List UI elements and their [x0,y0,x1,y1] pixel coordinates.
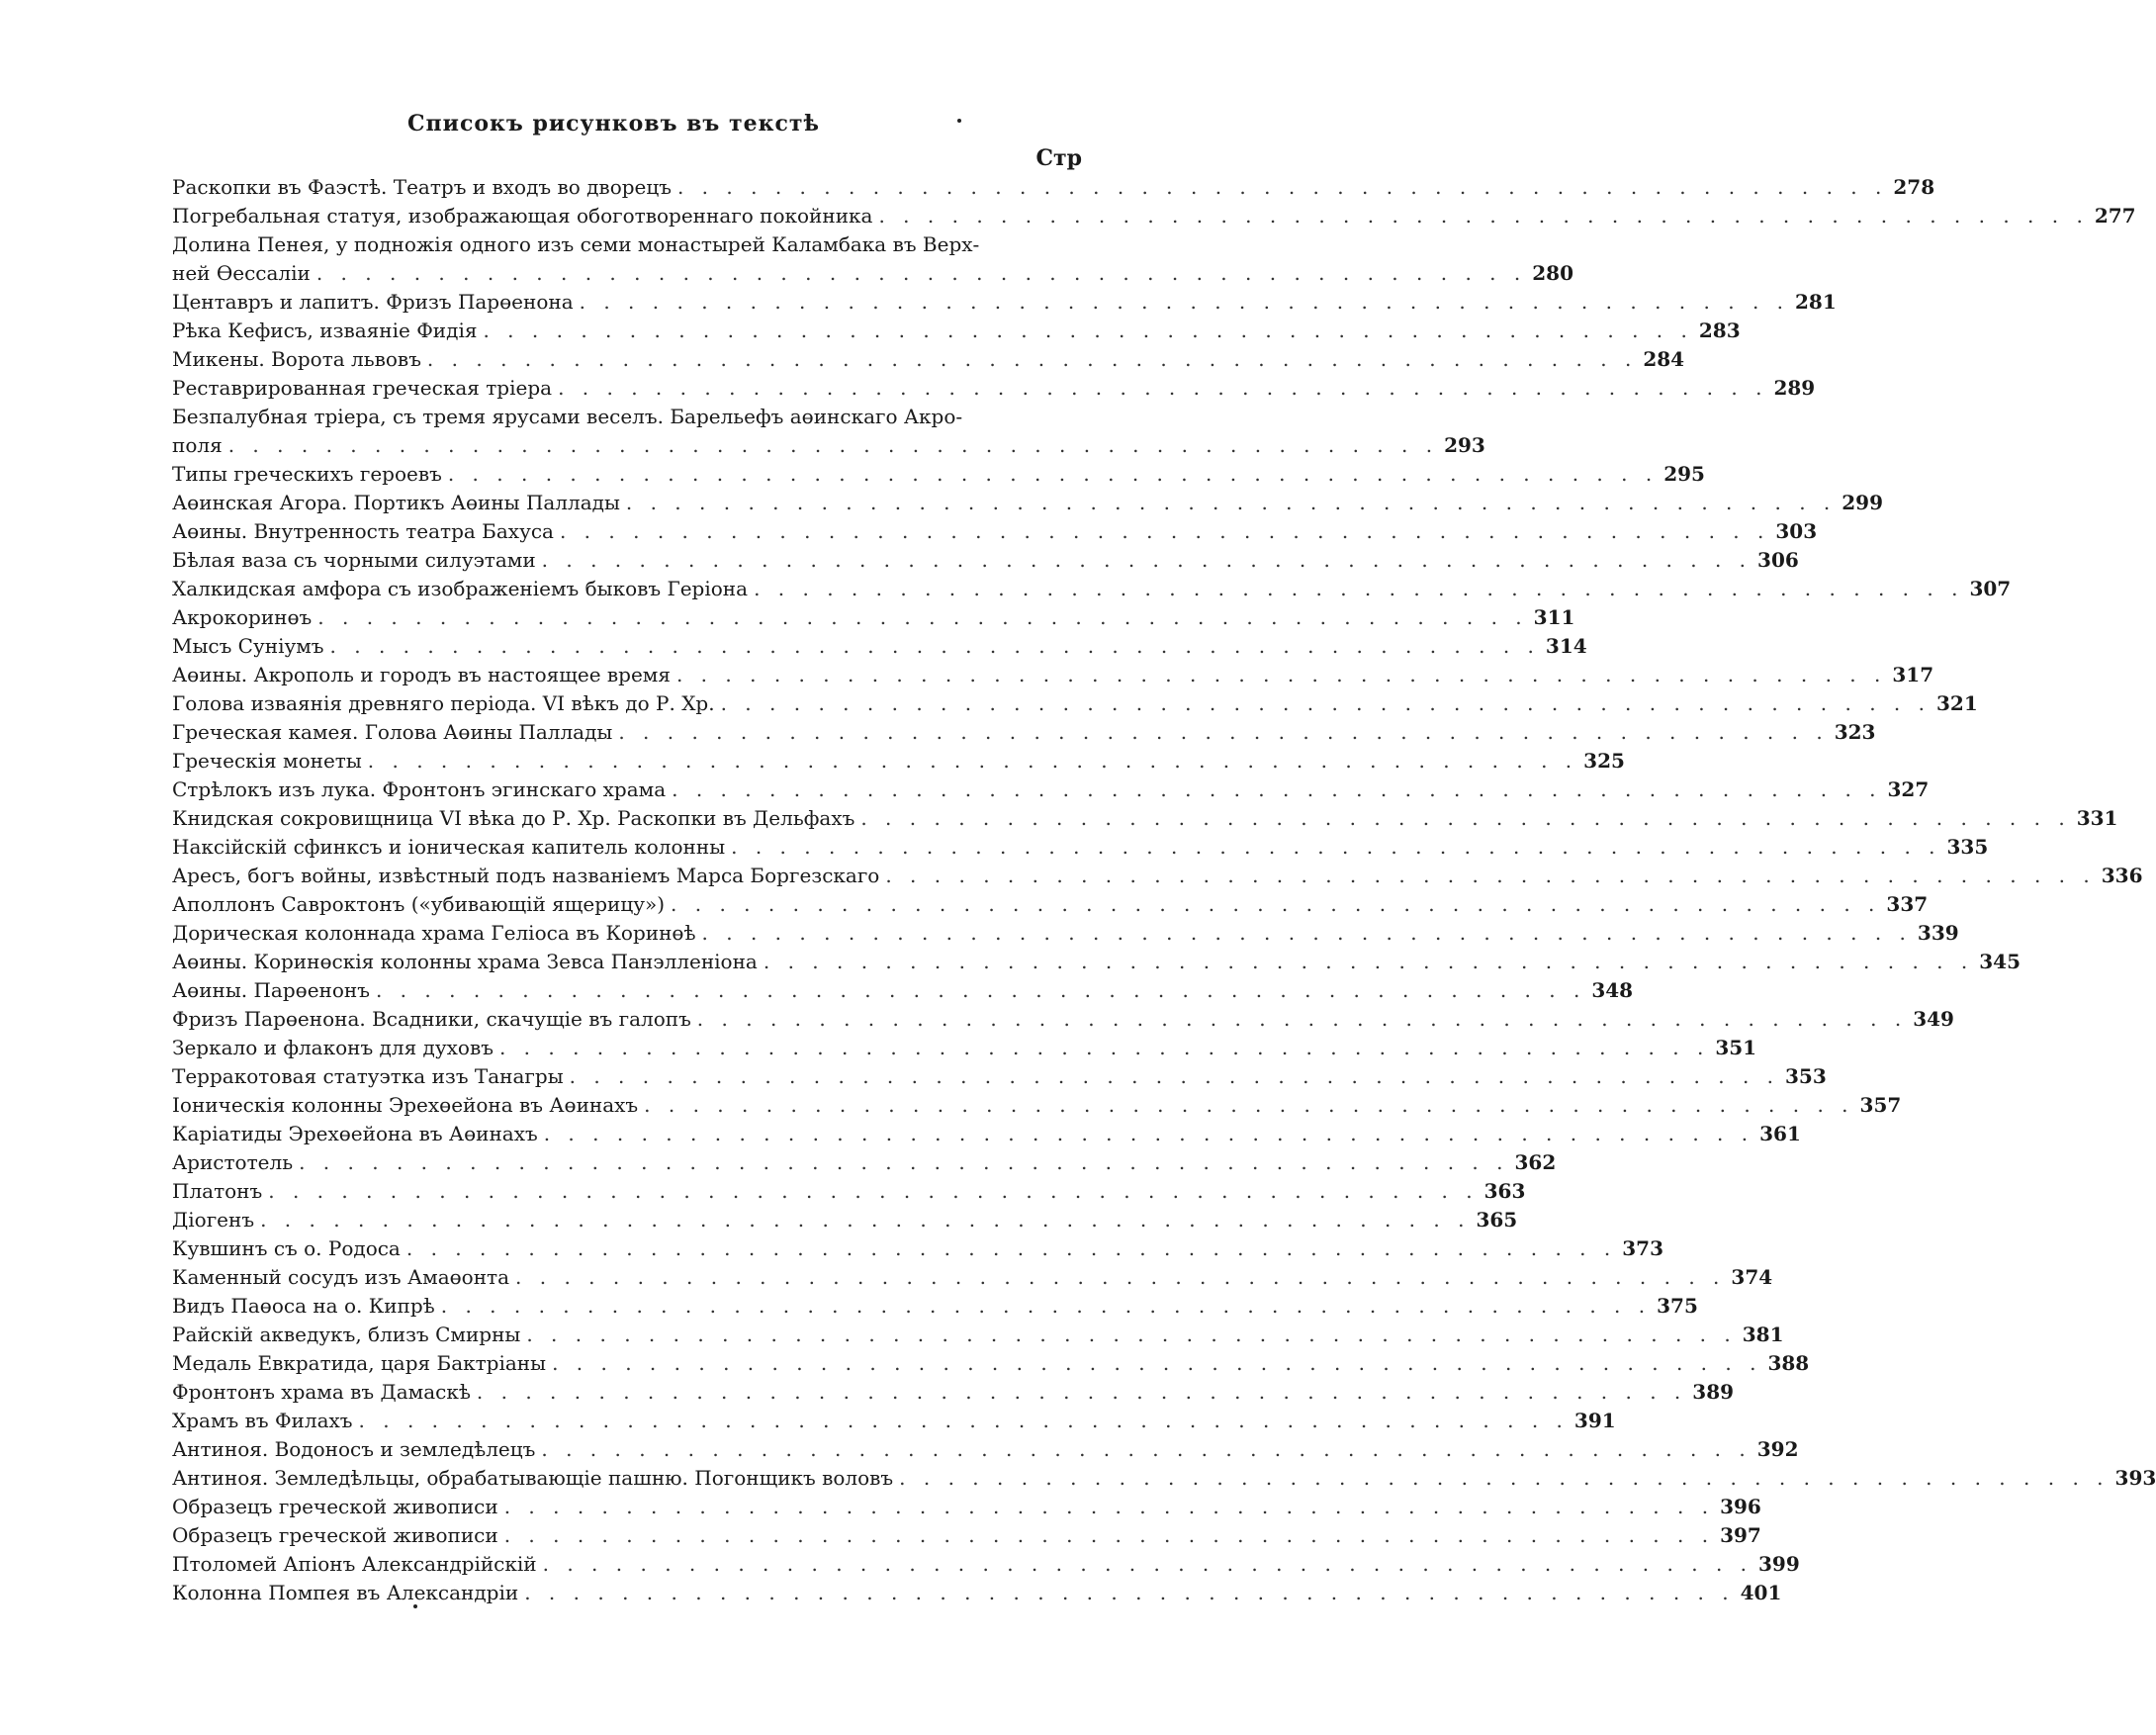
page-number: 335 [1946,835,1989,859]
dot-leader: . . . . . . . . . . . . . . . . . . . . . . . . . . . . . . . . . . . . . . . . . . . . . . . . . . [440,1294,1652,1318]
figure-list-item [172,288,1837,317]
page-number: 349 [1913,1007,1954,1031]
figure-caption: Видъ Паөоса на о. Кипрѣ [172,1294,435,1318]
page-number: 392 [1756,1437,1799,1461]
page-number: 281 [1795,290,1837,314]
dot-leader: . . . . . . . . . . . . . . . . . . . . . . . . . . . . . . . . . . . . . . . . . . . . . . . . . . [227,433,1439,457]
dot-leader: . . . . . . . . . . . . . . . . . . . . . . . . . . . . . . . . . . . . . . . . . . . . . . . . . . [483,319,1693,342]
page-number: 317 [1892,663,1934,686]
dot-leader: . . . . . . . . . . . . . . . . . . . . . . . . . . . . . . . . . . . . . . . . . . . . . . . . . . [260,1208,1471,1232]
dot-leader: . . . . . . . . . . . . . . . . . . . . . . . . . . . . . . . . . . . . . . . . . . . . . . . . . . [515,1265,1726,1289]
page-number: 397 [1720,1523,1761,1547]
figure-list-item [172,1407,1616,1435]
page-number: 325 [1583,749,1625,773]
page-number: 280 [1532,261,1573,285]
page-number: 373 [1622,1236,1663,1260]
page-number: 348 [1591,978,1634,1002]
figure-list-item [172,345,1685,374]
figure-list-item [172,575,2012,603]
figure-caption: Рѣка Кефисъ, изваяніе Фидія [172,319,478,342]
figure-list [172,173,2156,1607]
page-number: 345 [1979,950,2021,973]
figure-list-item [172,661,1934,689]
figure-list-item [172,317,1741,345]
figure-list-item [172,1091,1902,1120]
dot-leader: . . . . . . . . . . . . . . . . . . . . . . . . . . . . . . . . . . . . . . . . . . . . . . . . . . [878,204,2089,228]
figure-caption: Стрѣлокъ изъ лука. Фронтонъ эгинскаго храма [172,777,667,801]
page-number: 353 [1785,1064,1827,1088]
figure-list-item [172,948,2021,976]
page-number: 293 [1444,433,1485,457]
page-number: 337 [1886,892,1929,916]
page-number: 401 [1740,1581,1782,1604]
figure-caption: Аөины. Внутренность театра Бахуса [172,519,554,543]
figure-caption: Аресъ, богъ войны, извѣстный подъ названіемъ Марса Боргезскаго [172,864,880,887]
figure-caption: Антиноя. Земледѣльцы, обрабатывающіе пашню. Погонщикъ воловъ [172,1466,894,1490]
figure-caption: Платонъ [172,1179,263,1203]
figure-list-item [172,230,1082,259]
figure-caption: Книдская сокровищница VI вѣка до Р. Хр. Раскопки въ Дельфахъ [172,806,855,830]
page-number: 399 [1758,1552,1800,1576]
figure-caption: Фронтонъ храма въ Дамаскѣ [172,1380,471,1404]
dot-leader: . . . . . . . . . . . . . . . . . . . . . . . . . . . . . . . . . . . . . . . . . . . . . . . . . . [476,1380,1687,1404]
dot-leader: . . . . . . . . . . . . . . . . . . . . . . . . . . . . . . . . . . . . . . . . . . . . . . . . . . [541,1437,1752,1461]
figure-list-item [172,862,2143,890]
figure-list-item [172,1292,1698,1321]
figure-list-item [172,976,1634,1005]
dot-leader: . . . . . . . . . . . . . . . . . . . . . . . . . . . . . . . . . . . . . . . . . . . . . . . . . . [899,1466,2110,1490]
figure-list-item [172,1579,1782,1607]
dot-leader: . . . . . . . . . . . . . . . . . . . . . . . . . . . . . . . . . . . . . . . . . . . . . . . . . . [579,290,1790,314]
figure-caption: Дорическая колоннада храма Геліоса въ Коринөѣ [172,921,696,945]
dot-leader: . . . . . . . . . . . . . . . . . . . . . . . . . . . . . . . . . . . . . . . . . . . . . . . . . . [625,491,1837,514]
dot-leader: . . . . . . . . . . . . . . . . . . . . . . . . . . . . . . . . . . . . . . . . . . . . . . . . . . [447,462,1659,486]
dot-leader: . . . . . . . . . . . . . . . . . . . . . . . . . . . . . . . . . . . . . . . . . . . . . . . . . . [317,605,1528,629]
dot-leader: . . . . . . . . . . . . . . . . . . . . . . . . . . . . . . . . . . . . . . . . . . . . . . . . . . [526,1323,1737,1346]
dot-leader: . . . . . . . . . . . . . . . . . . . . . . . . . . . . . . . . . . . . . . . . . . . . . . . . . . [618,720,1829,744]
page-number: 363 [1483,1179,1526,1203]
figure-list-item [172,1120,1801,1148]
page-number: 277 [2094,204,2136,228]
dot-leader: . . . . . . . . . . . . . . . . . . . . . . . . . . . . . . . . . . . . . . . . . . . . . . . . . . [358,1409,1569,1432]
figure-list-item [172,403,1082,431]
figure-list-item [172,431,1485,460]
page-number: 307 [1969,577,2012,600]
figure-caption: Микены. Ворота львовъ [172,347,421,371]
figure-caption: Каріатиды Эрехөейона въ Аөинахъ [172,1122,538,1145]
page-number: 336 [2101,864,2143,887]
figure-caption: Реставрированная греческая тріера [172,376,553,400]
figure-caption: Терракотовая статуэтка изъ Танагры [172,1064,564,1088]
page-number: 357 [1859,1093,1902,1117]
page-number: 396 [1720,1495,1761,1518]
page-number: 278 [1893,175,1935,199]
page-number: 323 [1834,720,1876,744]
dot-leader: . . . . . . . . . . . . . . . . . . . . . . . . . . . . . . . . . . . . . . . . . . . . . . . . . . [367,749,1578,773]
figure-caption: Образецъ греческой живописи [172,1523,498,1547]
figure-caption: Діогенъ [172,1208,255,1232]
figure-caption: Аөинская Агора. Портикъ Аөины Паллады [172,491,620,514]
figure-list-item [172,1321,1784,1349]
dot-leader: . . . . . . . . . . . . . . . . . . . . . . . . . . . . . . . . . . . . . . . . . . . . . . . . . . [754,577,1964,600]
figure-list-item [172,374,1816,403]
figure-caption: Фризъ Парөенона. Всадники, скачущіе въ галопъ [172,1007,691,1031]
figure-caption: Райскій акведукъ, близъ Смирны [172,1323,521,1346]
figure-caption: Греческая камея. Голова Аөины Паллады [172,720,613,744]
dot-leader: . . . . . . . . . . . . . . . . . . . . . . . . . . . . . . . . . . . . . . . . . . . . . . . . . . [672,777,1882,801]
page-number: 339 [1917,921,1959,945]
figure-list-item [172,489,1884,517]
dot-leader: . . . . . . . . . . . . . . . . . . . . . . . . . . . . . . . . . . . . . . . . . . . . . . . . . . [503,1523,1715,1547]
figure-list-item [172,259,1573,288]
figure-caption: Погребальная статуя, изображающая обоготвореннаго покойника [172,204,873,228]
figure-list-item [172,1148,1557,1177]
page-number: 321 [1935,691,1978,715]
figure-caption: Акрокоринөъ [172,605,313,629]
dot-leader: . . . . . . . . . . . . . . . . . . . . . . . . . . . . . . . . . . . . . . . . . . . . . . . . . . [268,1179,1479,1203]
dot-leader: . . . . . . . . . . . . . . . . . . . . . . . . . . . . . . . . . . . . . . . . . . . . . . . . . . [731,835,1941,859]
page-number: 388 [1767,1351,1810,1375]
page-number: 381 [1742,1323,1784,1346]
dot-leader: . . . . . . . . . . . . . . . . . . . . . . . . . . . . . . . . . . . . . . . . . . . . . . . . . . [860,806,2071,830]
dot-leader: . . . . . . . . . . . . . . . . . . . . . . . . . . . . . . . . . . . . . . . . . . . . . . . . . . [543,1122,1754,1145]
figure-list-item [172,1550,1800,1579]
figure-caption: Раскопки въ Фаэстѣ. Театръ и входъ во дворецъ [172,175,672,199]
figure-caption: Зеркало и флаконъ для духовъ [172,1036,494,1059]
figure-caption: Колонна Помпея въ Александріи [172,1581,519,1604]
figure-caption: Антиноя. Водоносъ и земледѣлецъ [172,1437,536,1461]
dot-leader: . . . . . . . . . . . . . . . . . . . . . . . . . . . . . . . . . . . . . . . . . . . . . . . . . . [299,1150,1509,1174]
figure-list-item [172,1206,1518,1234]
figure-caption: Кувшинъ съ о. Родоса [172,1236,401,1260]
figure-caption: поля [172,433,223,457]
page-number: 365 [1476,1208,1518,1232]
dot-leader: . . . . . . . . . . . . . . . . . . . . . . . . . . . . . . . . . . . . . . . . . . . . . . . . . . [558,376,1768,400]
page-number: 299 [1842,491,1884,514]
dot-leader: . . . . . . . . . . . . . . . . . . . . . . . . . . . . . . . . . . . . . . . . . . . . . . . . . . [375,978,1586,1002]
dot-leader: . . . . . . . . . . . . . . . . . . . . . . . . . . . . . . . . . . . . . . . . . . . . . . . . . . [569,1064,1780,1088]
figure-list-item [172,833,1989,862]
figure-caption: Наксійскій сфинксъ и іоническая капитель колонны [172,835,726,859]
figure-list-item [172,632,1587,661]
figure-list-item [172,776,1930,804]
figure-caption: Іоническія колонны Эрехөейона въ Аөинахъ [172,1093,639,1117]
figure-caption: Птоломей Апіонъ Александрійскій [172,1552,537,1576]
dot-leader: . . . . . . . . . . . . . . . . . . . . . . . . . . . . . . . . . . . . . . . . . . . . . . . . . . [696,1007,1908,1031]
figure-caption: Халкидская амфора съ изображеніемъ быковъ Геріона [172,577,749,600]
dot-leader: . . . . . . . . . . . . . . . . . . . . . . . . . . . . . . . . . . . . . . . . . . . . . . . . . . [676,175,1888,199]
dot-leader: . . . . . . . . . . . . . . . . . . . . . . . . . . . . . . . . . . . . . . . . . . . . . . . . . . [885,864,2096,887]
dot-leader: . . . . . . . . . . . . . . . . . . . . . . . . . . . . . . . . . . . . . . . . . . . . . . . . . . [671,892,1881,916]
dot-leader: . . . . . . . . . . . . . . . . . . . . . . . . . . . . . . . . . . . . . . . . . . . . . . . . . . [315,261,1527,285]
page-number: 391 [1573,1409,1616,1432]
dot-leader: . . . . . . . . . . . . . . . . . . . . . . . . . . . . . . . . . . . . . . . . . . . . . . . . . . [720,691,1931,715]
figure-caption: ней Өессаліи [172,261,311,285]
page-number: 362 [1514,1150,1557,1174]
dot-leader: . . . . . . . . . . . . . . . . . . . . . . . . . . . . . . . . . . . . . . . . . . . . . . . . . . [542,1552,1753,1576]
figure-caption: Голова изваянія древняго періода. VI вѣкъ до Р. Хр. [172,691,715,715]
figure-list-item [172,718,1876,747]
figure-list-item [172,1435,1799,1464]
dot-leader: . . . . . . . . . . . . . . . . . . . . . . . . . . . . . . . . . . . . . . . . . . . . . . . . . . [559,519,1770,543]
figure-list-item [172,919,1959,948]
figure-caption: Медаль Евкратида, царя Бактріаны [172,1351,547,1375]
figure-list-item [172,1034,1757,1062]
figure-list-item [172,1378,1735,1407]
figure-caption: Храмъ въ Филахъ [172,1409,353,1432]
figure-list-item [172,1464,2156,1493]
figure-list-item [172,517,1818,546]
dot-leader: . . . . . . . . . . . . . . . . . . . . . . . . . . . . . . . . . . . . . . . . . . . . . . . . . . [503,1495,1715,1518]
dot-leader: . . . . . . . . . . . . . . . . . . . . . . . . . . . . . . . . . . . . . . . . . . . . . . . . . . [329,634,1540,658]
figure-list-item [172,603,1575,632]
dot-leader: . . . . . . . . . . . . . . . . . . . . . . . . . . . . . . . . . . . . . . . . . . . . . . . . . . [426,347,1638,371]
page-number: 303 [1775,519,1818,543]
figure-caption: Аристотель [172,1150,294,1174]
figure-caption: Греческія монеты [172,749,362,773]
page-number: 393 [2114,1466,2156,1490]
page-number: 389 [1692,1380,1735,1404]
figure-list-item [172,460,1705,489]
dot-leader: . . . . . . . . . . . . . . . . . . . . . . . . . . . . . . . . . . . . . . . . . . . . . . . . . . [552,1351,1762,1375]
figure-caption: Мысъ Суніумъ [172,634,324,658]
figure-list-item [172,747,1625,776]
page-number: 283 [1698,319,1741,342]
figure-caption: Каменный сосудъ изъ Амаөонта [172,1265,510,1289]
dot-leader: . . . . . . . . . . . . . . . . . . . . . . . . . . . . . . . . . . . . . . . . . . . . . . . . . . [763,950,1974,973]
page-column-header: Стр [1035,145,1082,171]
figure-list-item [172,890,1929,919]
page-number: 331 [2076,806,2118,830]
figure-caption: Аөины. Парөенонъ [172,978,370,1002]
page-number: 289 [1773,376,1816,400]
figure-list-item [172,1177,1526,1206]
figure-list-item [172,804,2118,833]
figure-list-item [172,202,2136,230]
ink-speck [413,1604,417,1608]
figure-caption: Центавръ и лапитъ. Фризъ Парөенона [172,290,574,314]
page-number: 314 [1545,634,1587,658]
ink-speck [957,119,961,123]
dot-leader: . . . . . . . . . . . . . . . . . . . . . . . . . . . . . . . . . . . . . . . . . . . . . . . . . . [541,548,1752,572]
page-number: 306 [1757,548,1799,572]
page-number: 375 [1657,1294,1698,1318]
figure-list-item [172,1263,1773,1292]
figure-caption: Типы греческихъ героевъ [172,462,442,486]
figure-caption: Безпалубная тріера, съ тремя ярусами веселъ. Барельефъ аөинскаго Акро- [172,405,963,428]
figure-caption: Аөины. Коринөскія колонны храма Зевса Панэлленіона [172,950,758,973]
figure-caption: Долина Пенея, у подножія одного изъ семи монастырей Каламбака въ Верх- [172,232,980,256]
dot-leader: . . . . . . . . . . . . . . . . . . . . . . . . . . . . . . . . . . . . . . . . . . . . . . . . . . [644,1093,1854,1117]
figure-list-item [172,1349,1810,1378]
page-number: 327 [1887,777,1930,801]
figure-list-item [172,689,1978,718]
figure-list-item [172,1521,1761,1550]
page-number: 295 [1663,462,1705,486]
page-number: 374 [1731,1265,1773,1289]
page-title: Списокъ рисунковъ въ текстѣ [407,111,820,137]
page-number: 284 [1643,347,1685,371]
page-number: 351 [1715,1036,1757,1059]
page-number: 361 [1759,1122,1801,1145]
figure-caption: Образецъ греческой живописи [172,1495,498,1518]
figure-list-item [172,1062,1827,1091]
figure-caption: Аөины. Акрополь и городъ въ настоящее время [172,663,671,686]
dot-leader: . . . . . . . . . . . . . . . . . . . . . . . . . . . . . . . . . . . . . . . . . . . . . . . . . . [524,1581,1735,1604]
figure-caption: Бѣлая ваза съ чорными силуэтами [172,548,536,572]
figure-list-item [172,1234,1663,1263]
dot-leader: . . . . . . . . . . . . . . . . . . . . . . . . . . . . . . . . . . . . . . . . . . . . . . . . . . [405,1236,1617,1260]
dot-leader: . . . . . . . . . . . . . . . . . . . . . . . . . . . . . . . . . . . . . . . . . . . . . . . . . . [675,663,1887,686]
figure-list-item [172,173,1935,202]
dot-leader: . . . . . . . . . . . . . . . . . . . . . . . . . . . . . . . . . . . . . . . . . . . . . . . . . . [701,921,1912,945]
figure-list-item [172,1493,1761,1521]
dot-leader: . . . . . . . . . . . . . . . . . . . . . . . . . . . . . . . . . . . . . . . . . . . . . . . . . . [498,1036,1710,1059]
figure-list-item [172,546,1799,575]
page-number: 311 [1533,605,1575,629]
figure-caption: Аполлонъ Савроктонъ («убивающій ящерицу») [172,892,666,916]
figure-list-item [172,1005,1954,1034]
